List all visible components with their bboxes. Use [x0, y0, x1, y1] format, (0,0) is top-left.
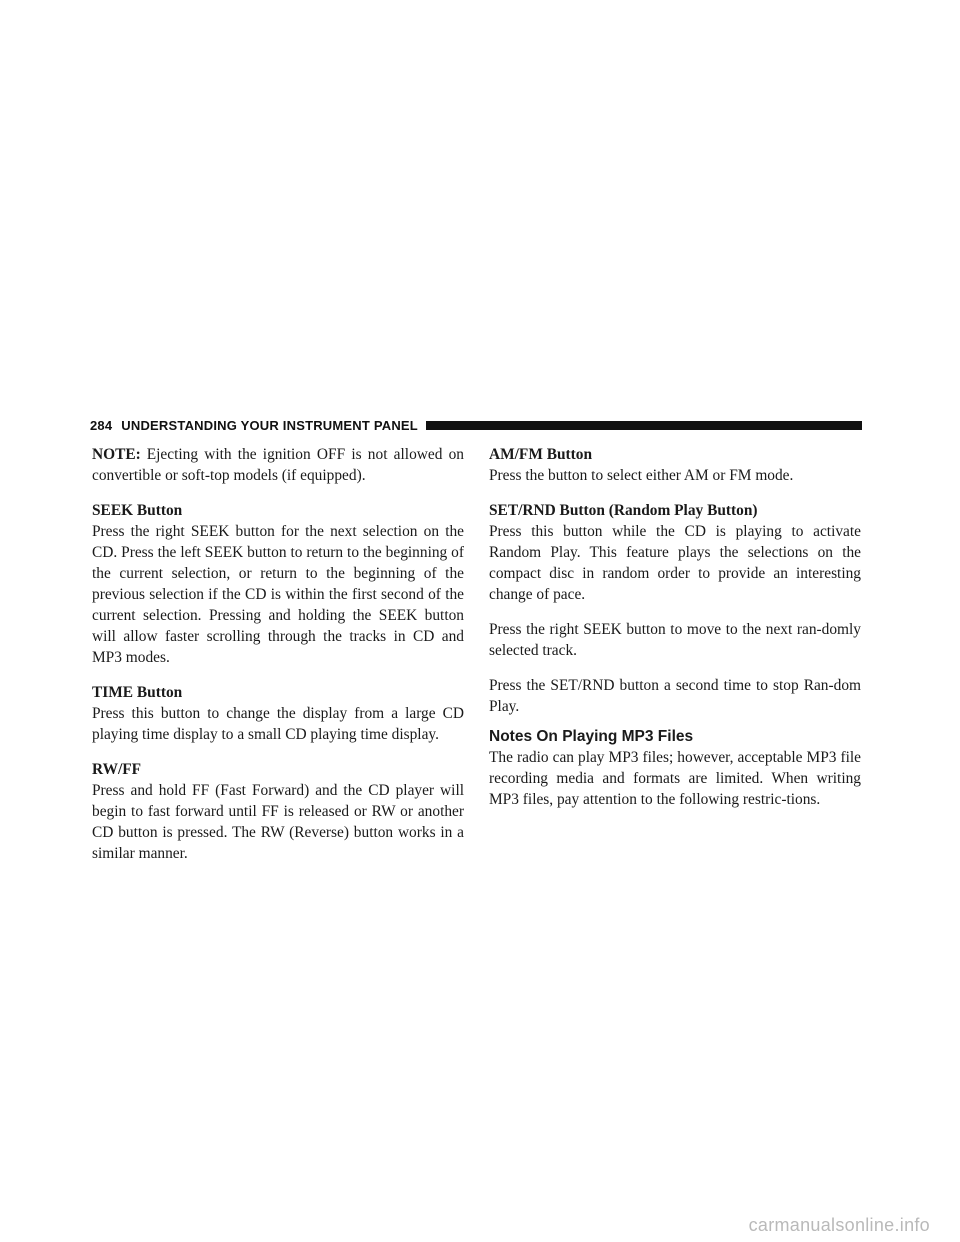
section-title: UNDERSTANDING YOUR INSTRUMENT PANEL [121, 417, 418, 433]
seek-text: Press the right SEEK button for the next selection on the CD. Press the left SEEK button to return to the beginning of the current selection, or return to the beginning of the previous selection if the CD is within the first second of the current selection. Pressing and holding the SEEK button will allow faster scrolling through the tracks in CD and MP3 modes. [92, 523, 464, 666]
time-text: Press this button to change the display from a large CD playing time display to a small CD playing time display. [92, 705, 464, 743]
note-paragraph [92, 444, 464, 486]
rwff-text: Press and hold FF (Fast Forward) and the CD player will begin to fast forward until FF is released or RW or another CD button is pressed. The RW (Reverse) button works in a similar manner. [92, 782, 464, 862]
rwff-heading: RW/FF [92, 761, 142, 778]
page-number: 284 [90, 417, 113, 433]
setrnd-text-2: Press the right SEEK button to move to the next ran-domly selected track. [489, 621, 861, 659]
mp3-text: The radio can play MP3 files; however, acceptable MP3 file recording media and formats are limited. When writing MP3 files, pay attention to the following restric-tions. [489, 749, 861, 808]
left-column [92, 444, 464, 864]
note-text: Ejecting with the ignition OFF is not allowed on convertible or soft-top models (if equipped). [92, 446, 464, 484]
time-heading: TIME Button [92, 684, 183, 701]
seek-heading: SEEK Button [92, 502, 183, 519]
watermark: carmanualsonline.info [748, 1215, 930, 1235]
page-header [90, 416, 862, 434]
amfm-heading: AM/FM Button [489, 446, 593, 463]
right-column [489, 444, 861, 810]
setrnd-text: Press this button while the CD is playing to activate Random Play. This feature plays the selections on the compact disc in random order to provide an interesting change of pace. [489, 523, 861, 603]
setrnd-heading: SET/RND Button (Random Play Button) [489, 502, 758, 519]
amfm-text: Press the button to select either AM or FM mode. [489, 467, 794, 484]
mp3-heading: Notes On Playing MP3 Files [489, 728, 694, 745]
header-rule [426, 421, 862, 430]
setrnd-text-3: Press the SET/RND button a second time to stop Ran-dom Play. [489, 677, 861, 715]
note-label: NOTE: [92, 446, 141, 463]
